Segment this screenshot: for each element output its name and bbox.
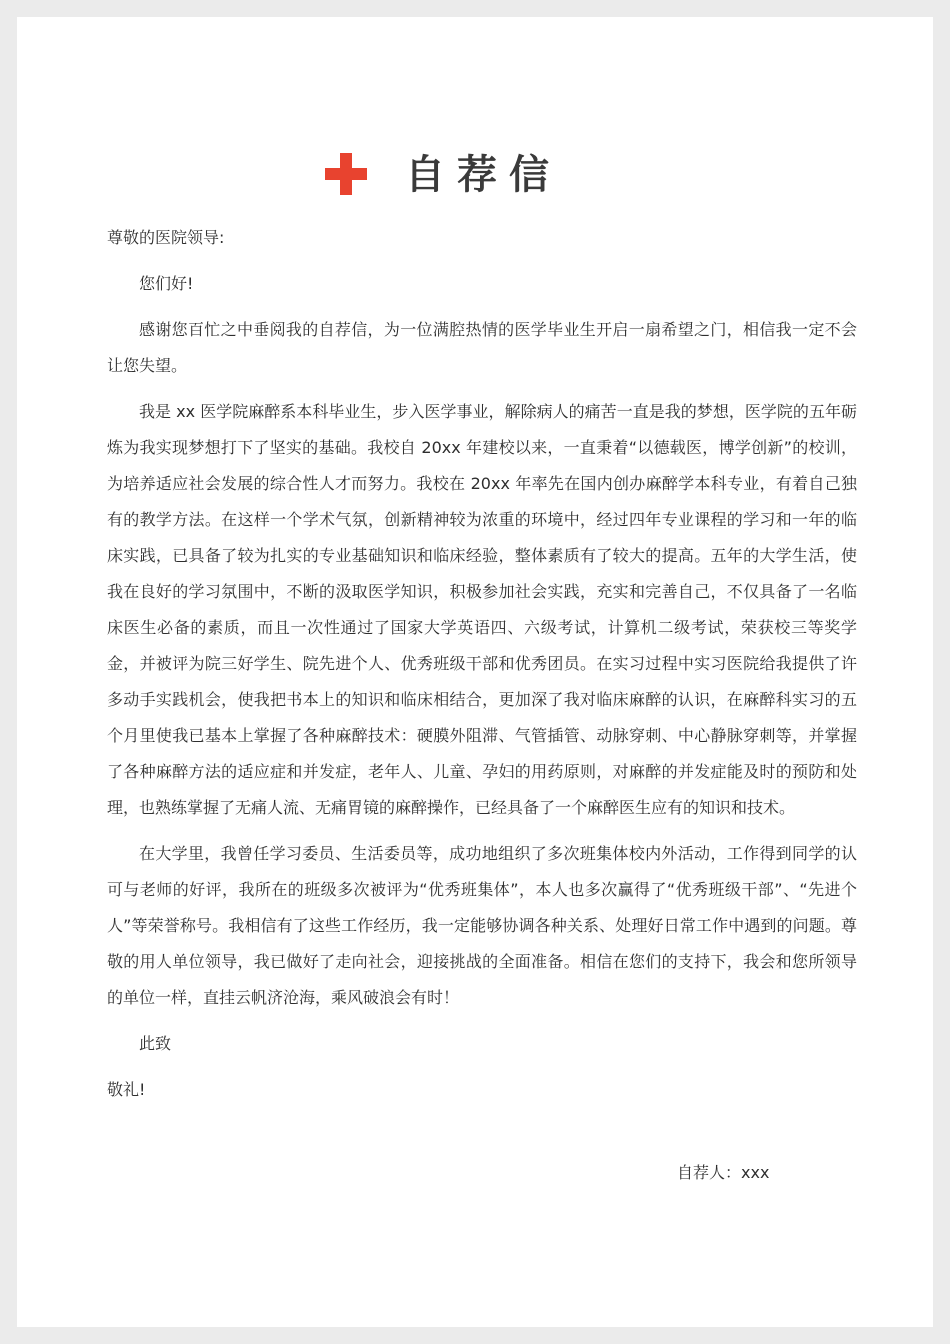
letter-body: [107, 220, 857, 1118]
greeting: 您们好!: [139, 274, 194, 293]
page-title: 自荐信: [405, 152, 561, 198]
salutation: 尊敬的医院领导:: [107, 228, 225, 247]
medical-cross-icon: [325, 153, 367, 195]
paragraph-background: 我是 xx 医学院麻醉系本科毕业生，步入医学事业，解除病人的痛苦一直是我的梦想，医学院的五年砺炼为我实现梦想打下了坚实的基础。我校自 20xx 年建校以来，一直秉着“以德载医，博学创新”的校训，为培养适应社会发展的综合性人才而努力。我校在 20xx 年率先在国内创办麻醉学本科专业，有着自己独有的教学方法。在这样一个学术气氛，创新精神较为浓重的环境中，经过四年专业课程的学习和一年的临床实践，已具备了较为扎实的专业基础知识和临床经验，整体素质有了较大的提高。五年的大学生活，使我在良好的学习氛围中，不断的汲取医学知识，积极参加社会实践，充实和完善自己，不仅具备了一名临床医生必备的素质，而且一次性通过了国家大学英语四、六级考试，计算机二级考试，荣获校三等奖学金，并被评为院三好学生、院先进个人、优秀班级干部和优秀团员。在实习过程中实习医院给我提供了许多动手实践机会，使我把书本上的知识和临床相结合，更加深了我对临床麻醉的认识，在麻醉科实习的五个月里使我已基本上掌握了各种麻醉技术：硬膜外阻滞、气管插管、动脉穿刺、中心静脉穿刺等，并掌握了各种麻醉方法的适应症和并发症，老年人、儿童、孕妇的用药原则，对麻醉的并发症能及时的预防和处理，也熟练掌握了无痛人流、无痛胃镜的麻醉操作，已经具备了一个麻醉医生应有的知识和技术。: [107, 402, 857, 817]
signature: 自荐人：xxx: [677, 1163, 770, 1182]
title-row: [17, 147, 933, 207]
paragraph-thanks: 感谢您百忙之中垂阅我的自荐信，为一位满腔热情的医学毕业生开启一扇希望之门，相信我一定不会让您失望。: [107, 320, 857, 375]
letter-page: [17, 17, 933, 1327]
paragraph-activities: 在大学里，我曾任学习委员、生活委员等，成功地组织了多次班集体校内外活动，工作得到同学的认可与老师的好评，我所在的班级多次被评为“优秀班集体”，本人也多次赢得了“优秀班级干部”、“先进个人”等荣誉称号。我相信有了这些工作经历，我一定能够协调各种关系、处理好日常工作中遇到的问题。尊敬的用人单位领导，我已做好了走向社会，迎接挑战的全面准备。相信在您们的支持下，我会和您所领导的单位一样，直挂云帆济沧海，乘风破浪会有时！: [107, 844, 857, 1007]
closing: 此致: [139, 1034, 172, 1053]
regards: 敬礼!: [107, 1080, 146, 1099]
